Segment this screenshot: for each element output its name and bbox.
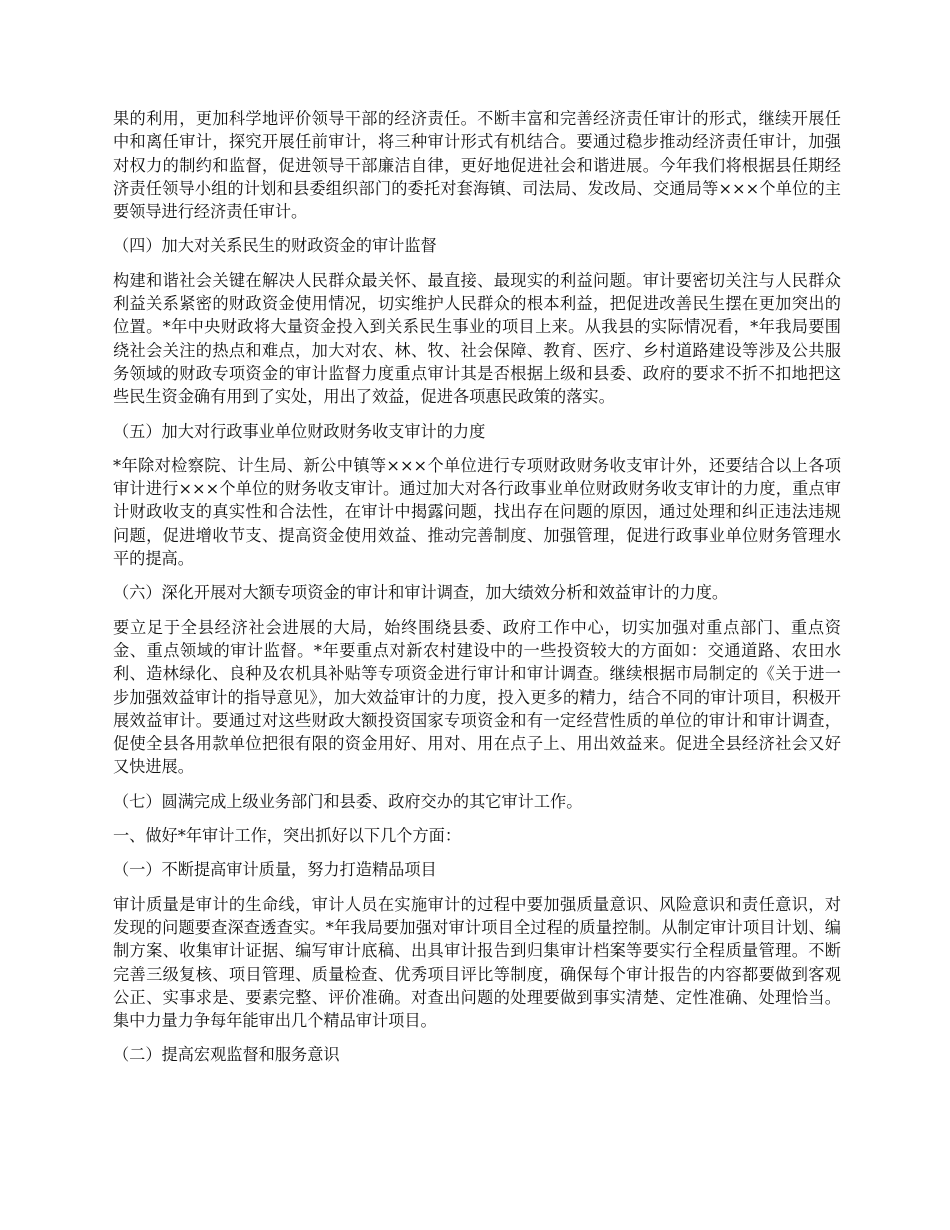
paragraph-spacer: [113, 605, 841, 616]
part-heading-1: 一、做好*年审计工作，突出抓好以下几个方面：: [113, 826, 462, 846]
section-heading-5: （五）加大对行政事业单位财政财务收支审计的力度: [113, 421, 486, 441]
paragraph-spacer: [113, 443, 841, 454]
body-paragraph-2: 构建和谐社会关键在解决人民群众最关怀、最直接、最现实的利益问题。审计要密切关注与人民群众利益关系紧密的财政资金使用情况，切实维护人民群众的根本利益，把促进改善民生摆在更加突出的位置。*年中央财政将大量资金投入到关系民生事业的项目上来。从我县的实际情况看，*年我局要围绕社会关注的热点和难点，加大对农、林、牧、社会保障、教育、医疗、乡村道路建设等涉及公共服务领域的财政专项资金的审计监督力度重点审计其是否根据上级和县委、政府的要求不折不扣地把这些民生资金确有用到了实处，用出了效益，促进各项惠民政策的落实。: [113, 270, 841, 407]
body-paragraph-4: 要立足于全县经济社会进展的大局，始终围绕县委、政府工作中心，切实加强对重点部门、重点资金、重点领域的审计监督。*年要重点对新农村建设中的一些投资较大的方面如：交通道路、农田水利、造林绿化、良种及农机具补贴等专项资金进行审计和审计调查。继续根据市局制定的《关于进一步加强效益审计的指导意见》，加大效益审计的力度，投入更多的精力，结合不同的审计项目，积极开展效益审计。要通过对这些财政大额投资国家专项资金和有一定经营性质的单位的审计和审计调查，促使全县各用款单位把很有限的资金用好、用对、用在点子上、用出效益来。促进全县经济社会又好又快进展。: [113, 617, 841, 777]
paragraph-spacer: [113, 223, 841, 234]
section-heading-7: （七）圆满完成上级业务部门和县委、政府交办的其它审计工作。: [113, 791, 583, 811]
paragraph-spacer: [113, 1032, 841, 1043]
body-paragraph-3: *年除对检察院、计生局、新公中镇等×××个单位进行专项财政财务收支审计外，还要结合以上各项审计进行×××个单位的财务收支审计。通过加大对各行政事业单位财政财务收支审计的力度，重点审计财政收支的真实性和合法性，在审计中揭露问题，找出存在问题的原因，通过处理和纠正违法违规问题，促进增收节支、提高资金使用效益、推动完善制度、加强管理，促进行政事业单位财务管理水平的提高。: [113, 455, 841, 569]
paragraph-spacer: [113, 779, 841, 790]
paragraph-spacer: [113, 847, 841, 858]
paragraph-spacer: [113, 258, 841, 269]
paragraph-spacer: [113, 882, 841, 893]
section-heading-4: （四）加大对关系民生的财政资金的审计监督: [113, 236, 437, 256]
body-paragraph-1: 果的利用，更加科学地评价领导干部的经济责任。不断丰富和完善经济责任审计的形式，继续开展任中和离任审计，探究开展任前审计，将三种审计形式有机结合。要通过稳步推动经济责任审计，加强对权力的制约和监督，促进领导干部廉洁自律，更好地促进社会和谐进展。今年我们将根据县任期经济责任领导小组的计划和县委组织部门的委托对套海镇、司法局、发改局、交通局等×××个单位的主要领导进行经济责任审计。: [113, 109, 841, 222]
body-paragraph-5: 审计质量是审计的生命线，审计人员在实施审计的过程中要加强质量意识、风险意识和责任意识，对发现的问题要查深查透查实。*年我局要加强对审计项目全过程的质量控制。从制定审计项目计划、编制方案、收集审计证据、编写审计底稿、出具审计报告到归集审计档案等要实行全程质量管理。不断完善三级复核、项目管理、质量检查、优秀项目评比等制度，确保每个审计报告的内容都要做到客观公正、实事求是、要素完整、评价准确。对查出问题的处理要做到事实清楚、定性准确、处理恰当。集中力量力争每年能审出几个精品审计项目。: [113, 894, 841, 1031]
section-heading-6: （六）深化开展对大额专项资金的审计和审计调查，加大绩效分析和效益审计的力度。: [113, 583, 729, 603]
paragraph-spacer: [113, 813, 841, 824]
subsection-heading-1: （一）不断提高审计质量，努力打造精品项目: [113, 860, 437, 880]
subsection-heading-2: （二）提高宏观监督和服务意识: [113, 1045, 340, 1065]
paragraph-spacer: [113, 409, 841, 420]
document-page: [113, 107, 841, 1067]
paragraph-spacer: [113, 570, 841, 581]
